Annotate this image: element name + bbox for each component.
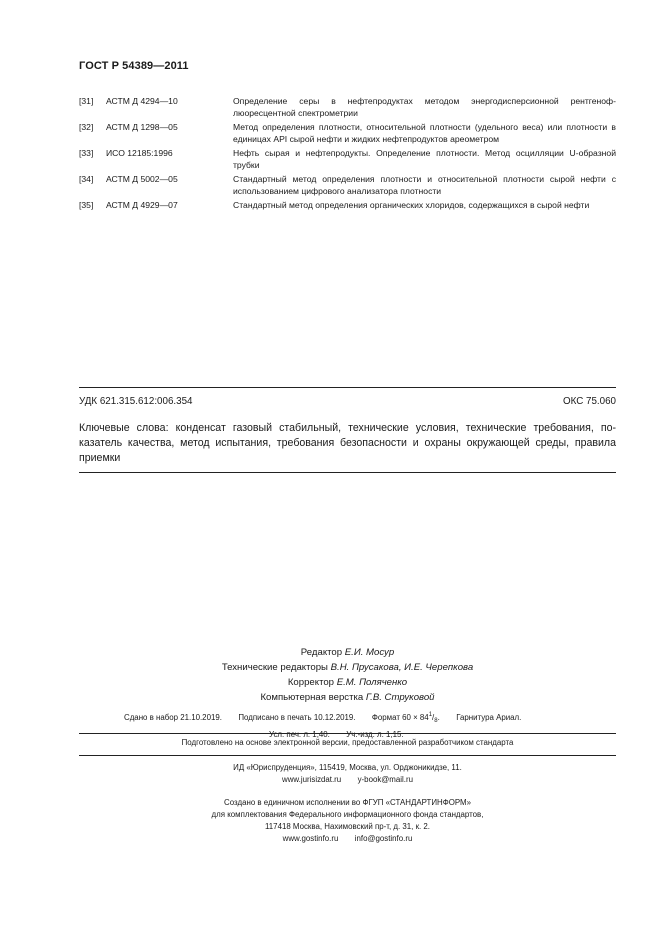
print-info-line (79, 709, 616, 728)
print-sheets: Усл. печ. л. 1,40. (269, 730, 330, 739)
reference-code: АСТМ Д 4294—10 (106, 96, 178, 106)
prepared-note: Подготовлено на основе электронной версии, предоставленной разработчиком стандарта (181, 738, 514, 747)
classification-row (79, 396, 616, 407)
editor-label: Редактор (300, 647, 343, 658)
reference-number: [31] (79, 96, 94, 106)
oks-code: ОКС 75.060 (563, 396, 616, 407)
created-address: 117418 Москва, Нахимовский пр-т, д. 31, к. 2. (264, 822, 430, 831)
layout-label: Компьютерная верстка (260, 692, 364, 703)
print-divider (79, 733, 616, 734)
publisher-address: ИД «Юриспруденция», 115419, Москва, ул. Орджоникидзе, 11. (233, 763, 462, 772)
proofreader-name: Е.М. Поляченко (336, 677, 408, 688)
reference-number: [32] (79, 122, 94, 132)
editor-name: Е.И. Мосур (344, 647, 395, 658)
format-value: Формат $60 \times 84^1/_8$. (371, 712, 440, 724)
publisher-block (79, 762, 616, 786)
reference-title: Нефть сырая и нефтепродукты. Определение плотности. Метод осцилляции U-образной трубки (233, 148, 616, 170)
publisher-email[interactable]: y-book@mail.ru (357, 775, 413, 784)
publisher-divider (79, 755, 616, 756)
reference-title: Стандартный метод определения органических хлоридов, содержащихся в сырой нефти (233, 200, 590, 210)
reference-code: АСТМ Д 1298—05 (106, 122, 178, 132)
submitted-date: Сдано в набор 21.10.2019. (124, 713, 222, 722)
keywords-paragraph: Ключевые слова: конденсат газовый стабильный, технические условия, технические требования, по-казатель качества, метод испытания, требования безопасности и охраны окружающей среды, правила приемки (79, 422, 616, 464)
created-contacts (79, 833, 616, 845)
tech-editors-label: Технические редакторы (221, 662, 328, 673)
references-list (79, 96, 616, 215)
tech-editors-names: В.Н. Прусакова, И.Е. Черепкова (330, 662, 474, 673)
reference-item (79, 148, 616, 171)
reference-code: АСТМ Д 4929—07 (106, 200, 178, 210)
reference-number: [35] (79, 200, 94, 210)
proofreader-label: Корректор (287, 677, 335, 688)
bottom-divider (79, 472, 616, 473)
print-info-block (79, 709, 616, 741)
credits-block (79, 645, 616, 705)
reference-number: [33] (79, 148, 94, 158)
created-line: Создано в единичном исполнении во ФГУП «СТАНДАРТИНФОРМ» (224, 798, 471, 807)
created-block (79, 797, 616, 845)
gostinfo-email[interactable]: info@gostinfo.ru (354, 834, 413, 843)
publisher-sheets: Уч.-изд. л. 1,15. (346, 730, 404, 739)
reference-item (79, 200, 616, 212)
reference-title: Определение серы в нефтепродуктах методом энергодисперсионной рентгеноф-люоресцентной спектрометрии (233, 96, 616, 118)
tech-editors-line (79, 660, 616, 675)
editor-line (79, 645, 616, 660)
reference-code: АСТМ Д 5002—05 (106, 174, 178, 184)
reference-item (79, 96, 616, 119)
reference-item (79, 174, 616, 197)
publisher-site[interactable]: www.jurisizdat.ru (282, 775, 342, 784)
reference-code: ИСО 12185:1996 (106, 148, 173, 158)
gostinfo-site[interactable]: www.gostinfo.ru (282, 834, 339, 843)
reference-number: [34] (79, 174, 94, 184)
reference-item (79, 122, 616, 145)
standard-header: ГОСТ Р 54389—2011 (79, 60, 189, 72)
publisher-contacts (79, 774, 616, 786)
reference-title: Стандартный метод определения плотности и относительной плотности сырой нефти с использованием цифрового анализатора плотности (233, 174, 616, 196)
signed-date: Подписано в печать 10.12.2019. (238, 713, 356, 722)
typeface: Гарнитура Ариал. (456, 713, 522, 722)
top-divider (79, 387, 616, 388)
reference-title: Метод определения плотности, относительной плотности (удельного веса) или плотности в единицах API сырой нефти и жидких нефтепродуктов ареометром (233, 122, 616, 144)
udk-code: УДК 621.315.612:006.354 (79, 396, 193, 407)
layout-name: Г.В. Струковой (365, 692, 435, 703)
created-line: для комплектования Федерального информационного фонда стандартов, (211, 810, 484, 819)
proofreader-line (79, 675, 616, 690)
layout-line (79, 690, 616, 705)
